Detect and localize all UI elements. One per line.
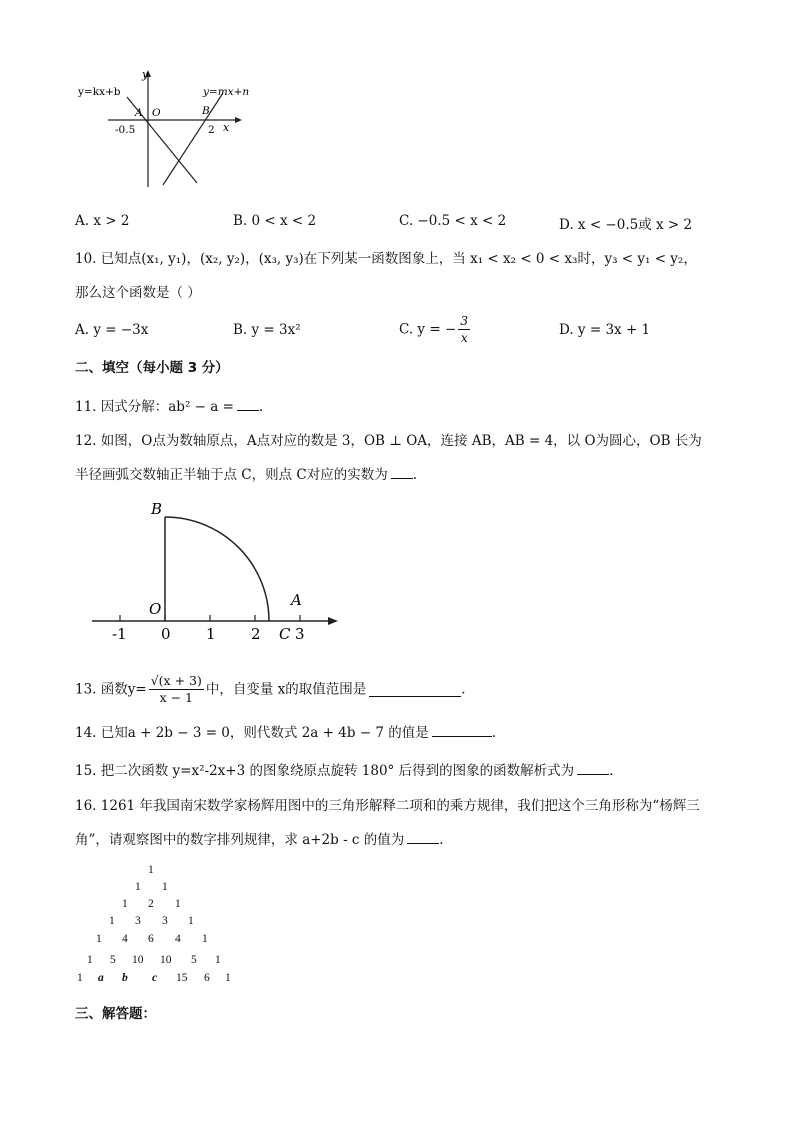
q9-option-d: D. x < −0.5或 x > 2 [559,217,693,233]
triangle-cell: 1 [109,915,115,927]
triangle-cell: 10 [160,954,172,966]
q12-prompt: 半径画弧交数轴正半轴于点 C，则点 C对应的实数为 [75,467,388,483]
q13-fraction [149,673,204,706]
q9-option-c: C. −0.5 < x < 2 [399,213,507,229]
q11-answer-blank [237,396,259,411]
tick-label: 2 [251,625,261,643]
label-b: B [151,500,163,518]
q11-prompt: 11. 因式分解：ab² − a = [75,399,234,415]
triangle-cell: 1 [148,864,154,876]
tick-two: 2 [208,124,215,136]
q16-text-line2 [75,829,444,850]
q16-answer-blank [407,829,439,844]
q11-text [75,396,263,417]
q10-option-c-prefix: C. y = − [399,321,457,338]
number-line-arrow-icon [328,617,338,625]
point-a-label: A [135,107,143,119]
q16-prompt: 角”，请观察图中的数字排列规律，求 a+2b - c 的值为 [75,832,405,848]
triangle-cell: 1 [96,933,102,945]
tick-label: -1 [112,625,127,643]
q12-text-line1: 12. 如图，O点为数轴原点，A点对应的数是 3，OB ⊥ OA，连接 AB，AB = 4，以 O为圆心，OB 长为 [75,433,702,449]
q13-suffix: 中，自变量 x的取值范围是 [205,681,367,698]
fraction-numerator: √(x + 3) [150,673,202,688]
fraction-denominator: x − 1 [159,690,193,705]
line1-label: y=kx+b [78,86,121,98]
q10-text-line2: 那么这个函数是（ ） [75,285,201,301]
triangle-cell: 1 [175,898,181,910]
triangle-cell: 2 [148,898,154,910]
q15-answer-blank [577,760,609,775]
arc-bc [165,517,269,621]
point-b-label: B [202,105,210,117]
triangle-cell: 5 [191,954,197,966]
triangle-cell: 6 [148,933,154,945]
q11-end: . [258,399,264,415]
q12-text-line2 [75,464,417,485]
triangle-cell: 1 [87,954,93,966]
q12-answer-blank [391,464,413,479]
q16-text-line1: 16. 1261 年我国南宋数学家杨辉用图中的三角形解释二项和的乘方规律，我们把这个三角形称为“杨辉三 [75,798,700,814]
triangle-cell: 10 [132,954,144,966]
q10-option-c-fraction [458,313,470,346]
triangle-cell: 1 [215,954,221,966]
triangle-cell: 6 [204,972,210,984]
triangle-cell-unknown: c [152,972,158,984]
q13-answer-blank [369,682,461,697]
triangle-cell: 1 [225,972,231,984]
q9-option-b: B. 0 < x < 2 [233,213,317,229]
q13-prefix: 13. 函数y= [75,681,147,698]
section3-heading: 三、解答题： [75,1006,156,1022]
q15-text [75,760,613,781]
triangle-cell: 3 [135,915,141,927]
q10-text-line1: 10. 已知点(x₁, y₁)，(x₂, y₂)，(x₃, y₃)在下列某一函数图象上，当 x₁ < x₂ < 0 < x₃时，y₃ < y₁ < y₂， [75,251,697,267]
triangle-cell: 15 [176,972,188,984]
section2-heading: 二、填空（每小题 3 分） [75,360,229,376]
y-axis-label: y [142,68,149,81]
triangle-cell: 4 [175,933,181,945]
line2-label: y=mx+n [203,86,250,98]
q15-end: . [609,763,614,779]
fraction-denominator: x [460,330,468,345]
label-c: C [279,625,291,643]
q16-end: . [439,832,444,848]
q13-end: . [461,681,466,698]
x-axis-label: x [223,121,230,134]
x-axis-arrow-icon [235,117,242,123]
line-mx-n [163,93,223,185]
triangle-cell: 1 [202,933,208,945]
triangle-cell: 5 [110,954,116,966]
q10-option-d: D. y = 3x + 1 [559,322,651,338]
q10-option-c [399,313,472,346]
q10-option-a: A. y = −3x [75,322,149,338]
label-o: O [149,600,162,618]
q10-option-b: B. y = 3x² [233,322,301,338]
q15-prompt: 15. 把二次函数 y=x²-2x+3 的图象绕原点旋转 180° 后得到的图象的函数解析式为 [75,763,575,779]
point-o-label: O [152,107,161,119]
q13-text [75,670,466,709]
triangle-cell-unknown: a [98,972,104,984]
tick-neg-half: -0.5 [115,124,136,136]
q14-text [75,722,496,743]
q9-graph [75,65,250,195]
triangle-cell: 1 [122,898,128,910]
tick-label: 3 [295,625,305,643]
q12-end: . [412,467,418,483]
triangle-cell: 3 [162,915,168,927]
tick-label: 0 [161,625,171,643]
triangle-cell: 1 [188,915,194,927]
q12-number-line-figure [85,495,345,650]
q14-answer-blank [432,722,492,737]
q9-option-a: A. x > 2 [75,213,130,229]
fraction-numerator: 3 [460,313,469,328]
label-a: A [291,591,302,609]
triangle-cell: 1 [77,972,83,984]
q14-end: . [491,725,497,741]
triangle-cell-unknown: b [122,972,128,984]
tick-label: 1 [206,625,216,643]
triangle-cell: 4 [122,933,128,945]
triangle-cell: 1 [135,881,141,893]
q14-prompt: 14. 已知a + 2b − 3 = 0，则代数式 2a + 4b − 7 的值是 [75,725,429,741]
triangle-cell: 1 [162,881,168,893]
